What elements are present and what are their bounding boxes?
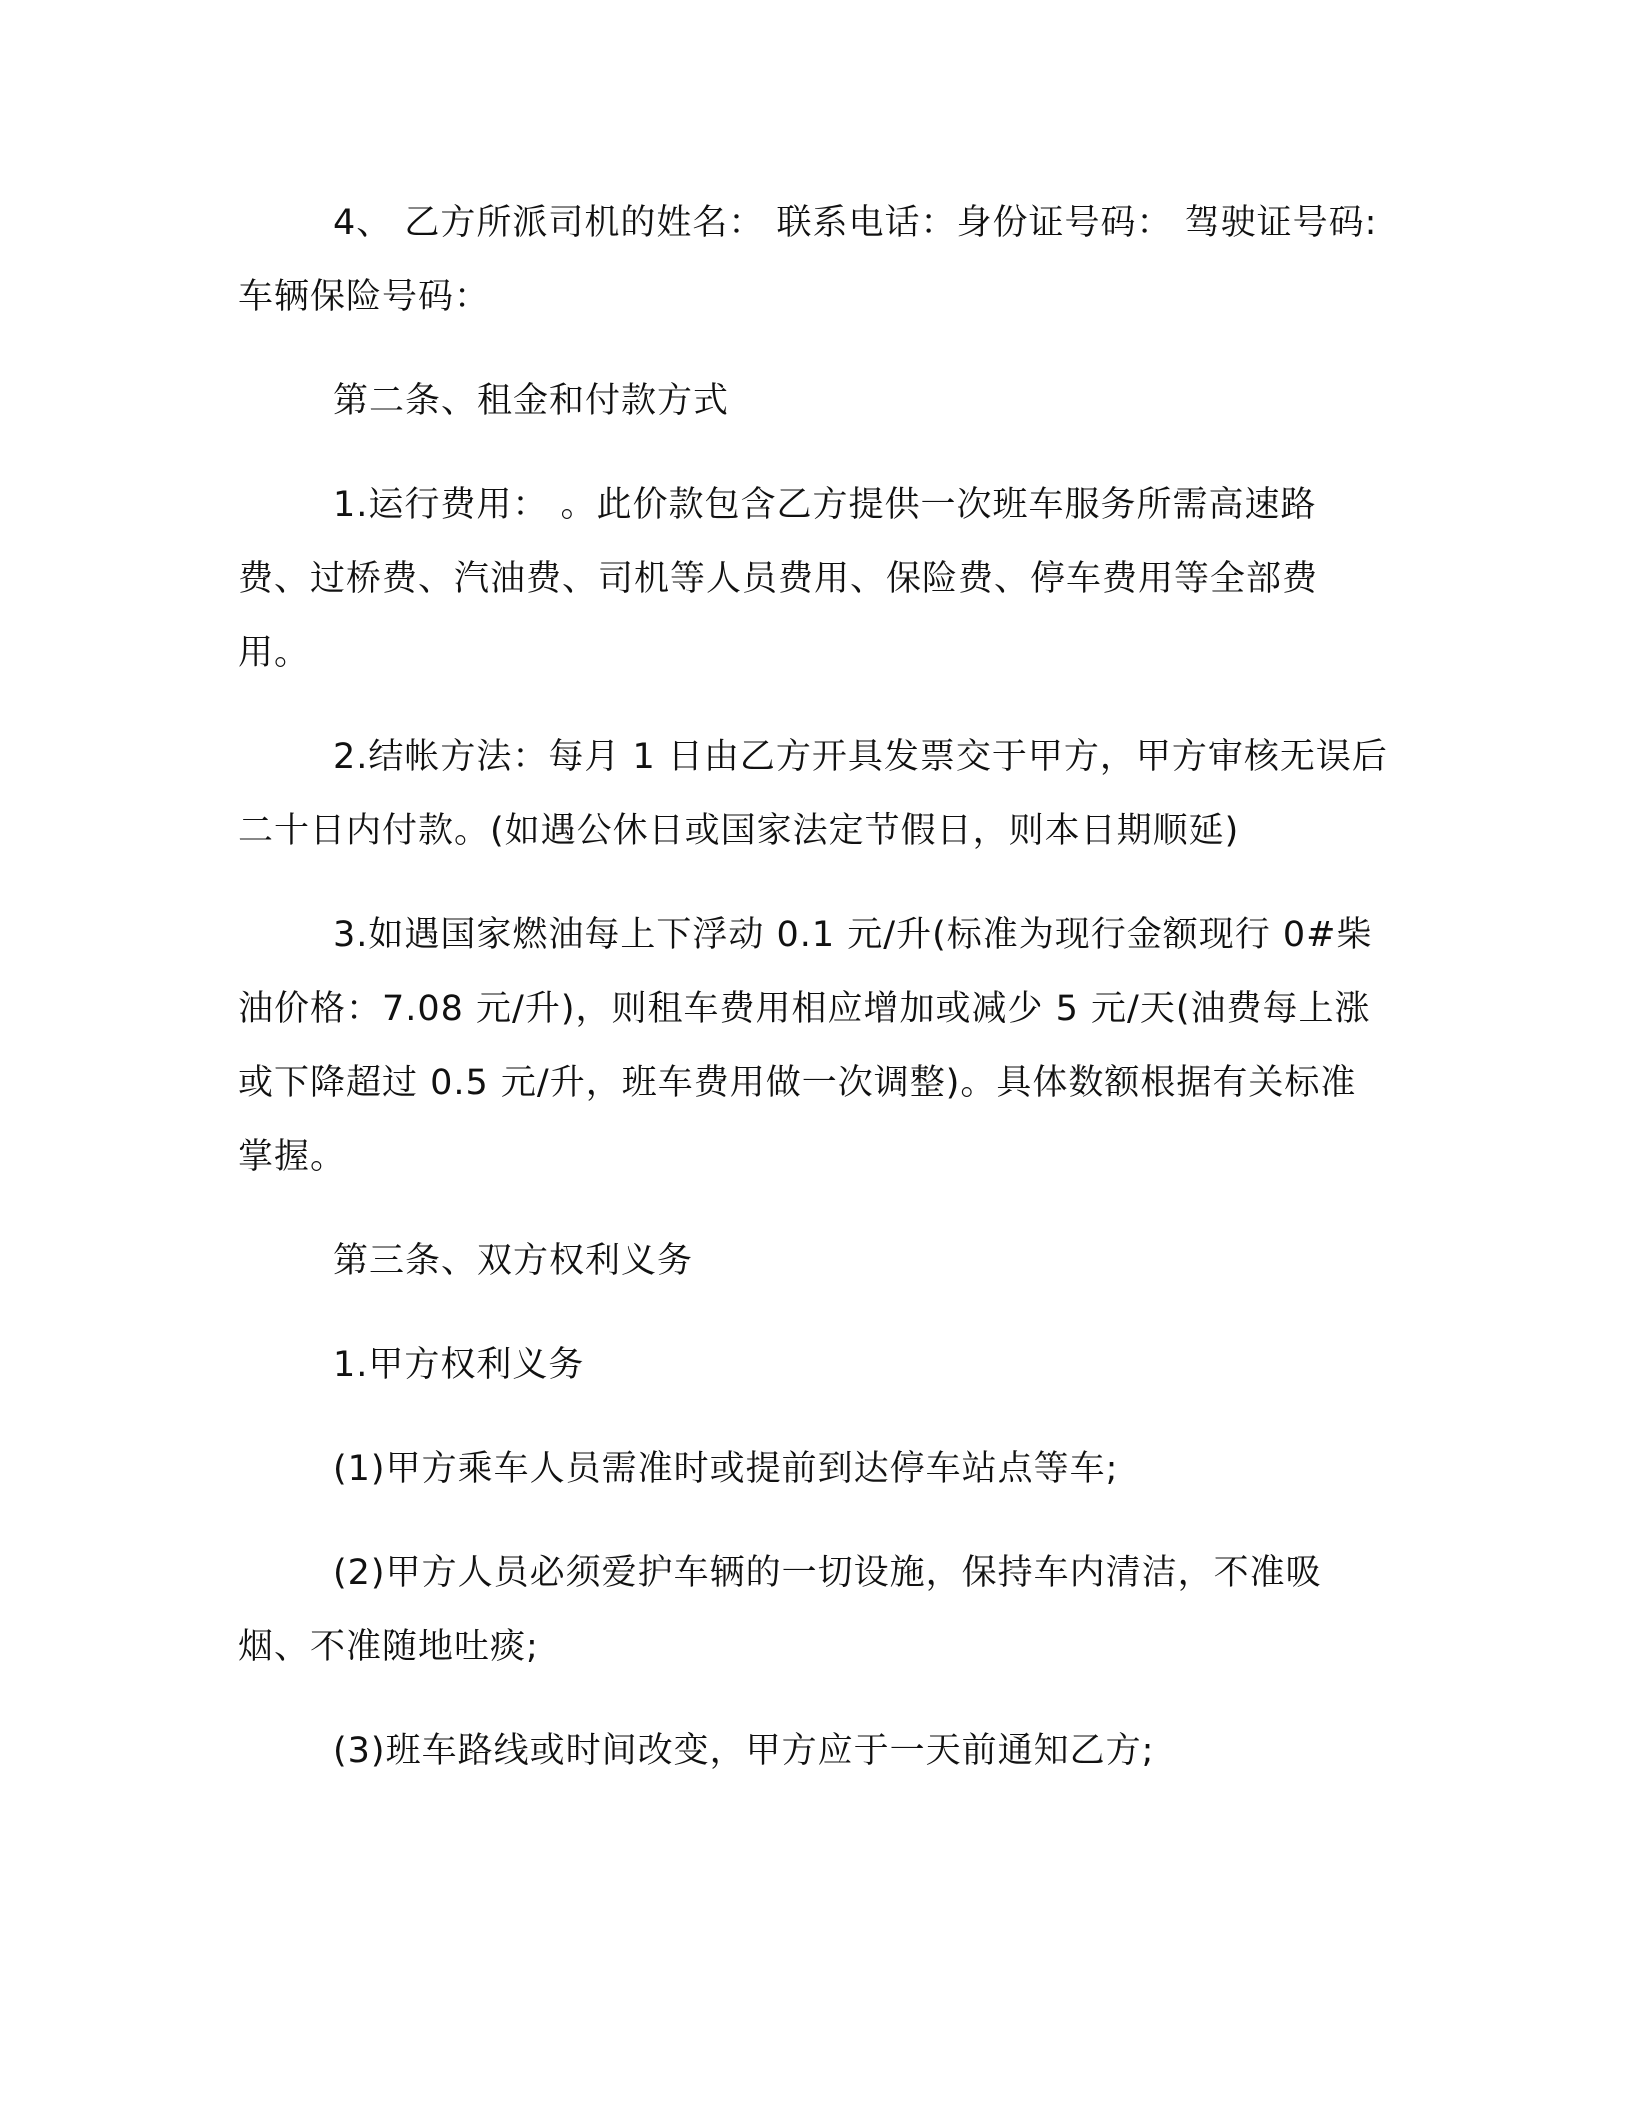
list-item-3: (3)班车路线或时间改变，甲方应于一天前通知乙方; <box>333 1731 1155 1771</box>
document-body <box>238 186 1388 1788</box>
heading-article-3: 第三条、双方权利义务 <box>333 1241 694 1281</box>
paragraph-fuel-adjustment: 3.如遇国家燃油每上下浮动 0.1 元/升(标准为现行金额现行 0#柴油价格：7.08 元/升)，则租车费用相应增加或减少 5 元/天(油费每上涨或下降超过 0.5 元/升，班车费用做一次调整)。具体数额根据有关标准掌握。 <box>238 915 1373 1177</box>
list-item-2: (2)甲方人员必须爱护车辆的一切设施，保持车内清洁，不准吸烟、不准随地吐痰; <box>238 1553 1322 1667</box>
paragraph-operating-cost: 1.运行费用： 。此价款包含乙方提供一次班车服务所需高速路费、过桥费、汽油费、司机等人员费用、保险费、停车费用等全部费用。 <box>238 485 1319 673</box>
paragraph-settlement-method: 2.结帐方法：每月 1 日由乙方开具发票交于甲方，甲方审核无误后二十日内付款。(如遇公休日或国家法定节假日，则本日期顺延) <box>238 737 1388 851</box>
list-item-1: (1)甲方乘车人员需准时或提前到达停车站点等车; <box>333 1449 1119 1489</box>
paragraph-driver-info: 4、 乙方所派司机的姓名： 联系电话：身份证号码： 驾驶证号码: 车辆保险号码： <box>238 203 1378 317</box>
heading-article-2: 第二条、租金和付款方式 <box>333 381 730 421</box>
heading-party-a-rights: 1.甲方权利义务 <box>333 1345 585 1385</box>
